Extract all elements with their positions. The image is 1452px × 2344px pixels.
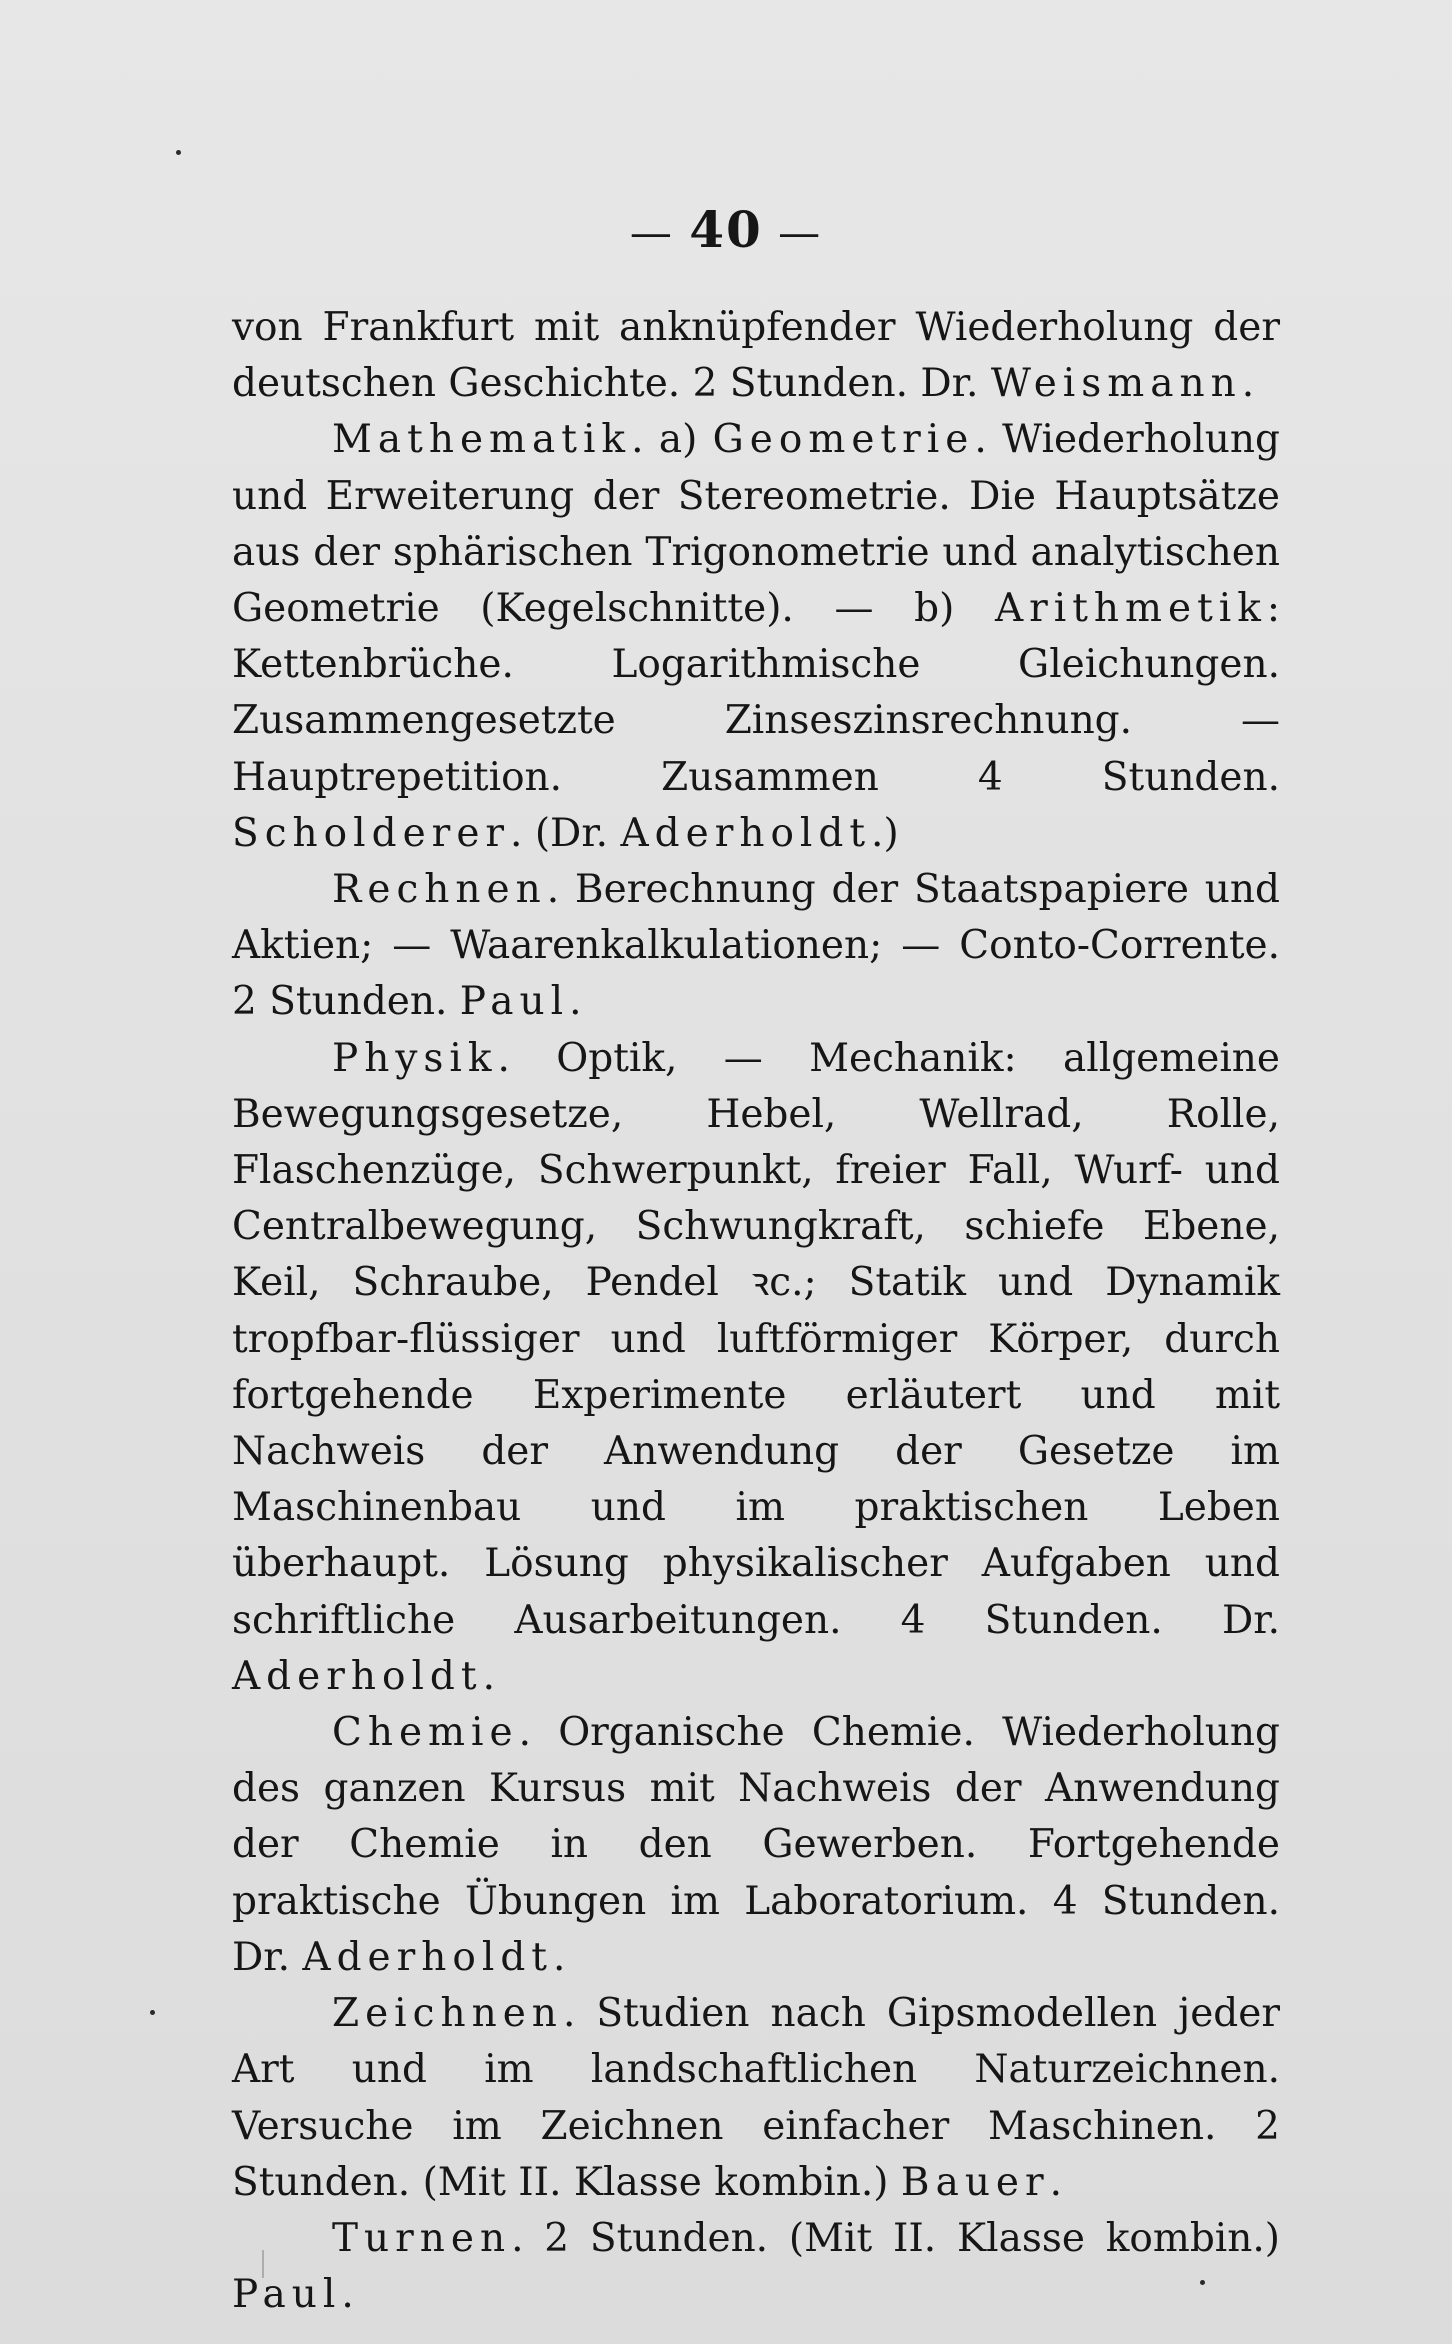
emphasized-term: Zeichnen <box>332 1991 563 2037</box>
text-run: . <box>569 979 582 1025</box>
page-header <box>0 200 1452 259</box>
text-run: . Wiederholung und Erweiterung der Stereometrie. Die Hauptsätze aus der sphärischen Trigonometrie und analytischen Geometrie (Kegelschnitte). — b) <box>232 417 1280 632</box>
paragraph <box>232 1031 1280 1705</box>
paper-scuff <box>262 2250 264 2278</box>
emphasized-term: Physik <box>332 1035 498 1081</box>
emphasized-term: Scholderer <box>232 810 511 856</box>
text-run: . Studien nach Gipsmodellen jeder Art und im landschaftlichen Naturzeichnen. Versuche im Zeichnen einfacher Maschinen. 2 Stunden. (Mit II. Klasse kombin.) <box>232 1991 1280 2205</box>
text-run: . Berechnung der Staatspapiere und Aktien; — Waarenkalkulationen; — Conto-Corrente. 2 Stunden. <box>232 867 1280 1025</box>
text-run: . Optik, — Mechanik: allgemeine Bewegungsgesetze, Hebel, Wellrad, Rolle, Flaschenzüge, Schwerpunkt, freier Fall, Wurf- und Centralbewegung, Schwungkraft, schiefe Ebene, Keil, Schraube, Pendel ꝛc.; Statik und Dynamik tropfbar-flüssiger und luftförmiger Körper, durch fortgehende Experimente erläutert und mit Nachweis der Anwendung der Gesetze im Maschinenbau und im praktischen Leben überhaupt. Lösung physikalischer Aufgaben und schriftliche Ausarbeitungen. 4 Stunden. Dr. <box>232 1035 1280 1643</box>
page-number: 40 <box>689 200 763 259</box>
text-run: . <box>1049 2159 1063 2205</box>
emphasized-term: Paul <box>459 979 570 1025</box>
text-run: . <box>552 1934 566 1980</box>
emphasized-term: Paul <box>232 2272 342 2318</box>
emphasized-term: Mathematik <box>332 417 632 463</box>
print-speck <box>176 150 181 155</box>
paragraph <box>232 300 1280 412</box>
text-run: .) <box>871 810 899 856</box>
emphasized-term: Turnen <box>332 2215 512 2261</box>
emphasized-term: Aderholdt <box>232 1653 483 1699</box>
emphasized-term: Chemie <box>332 1710 519 1756</box>
header-dash-right: — <box>778 208 823 257</box>
text-run: . Organische Chemie. Wiederholung des ganzen Kursus mit Nachweis der Anwendung der Chemie in den Gewerben. Fortgehende praktische Übungen im Laboratorium. 4 Stunden. Dr. <box>232 1710 1280 1980</box>
paragraph <box>232 1705 1280 1986</box>
text-run: . <box>341 2272 354 2318</box>
emphasized-term: Bauer <box>900 2159 1050 2205</box>
emphasized-term: Geometrie <box>712 417 975 463</box>
text-run: . a) <box>631 417 713 463</box>
text-run: . <box>482 1653 495 1699</box>
text-run: : Kettenbrüche. Logarithmische Gleichungen. Zusammengesetzte Zinseszinsrechnung. — Hauptrepetition. Zusammen 4 Stunden. <box>232 586 1280 800</box>
paragraph <box>232 1986 1280 2211</box>
text-run: . (Dr. <box>510 810 621 856</box>
text-run: . <box>1241 361 1255 407</box>
header-dash-left: — <box>629 208 674 257</box>
text-run: von Frankfurt mit anknüpfender Wiederholung der deutschen Geschichte. 2 Stunden. Dr. <box>232 305 1280 407</box>
emphasized-term: Aderholdt <box>620 810 872 856</box>
print-speck <box>1200 2280 1205 2285</box>
emphasized-term: Weismann <box>990 361 1242 407</box>
emphasized-term: Arithmetik <box>994 586 1267 632</box>
text-run: . 2 Stunden. (Mit II. Klasse kombin.) <box>511 2215 1280 2261</box>
paragraph <box>232 412 1280 862</box>
body-text <box>232 300 1280 2323</box>
emphasized-term: Aderholdt <box>302 1934 553 1980</box>
emphasized-term: Rechnen <box>332 867 547 913</box>
paragraph <box>232 2211 1280 2323</box>
print-speck <box>150 2010 155 2015</box>
paragraph <box>232 862 1280 1031</box>
